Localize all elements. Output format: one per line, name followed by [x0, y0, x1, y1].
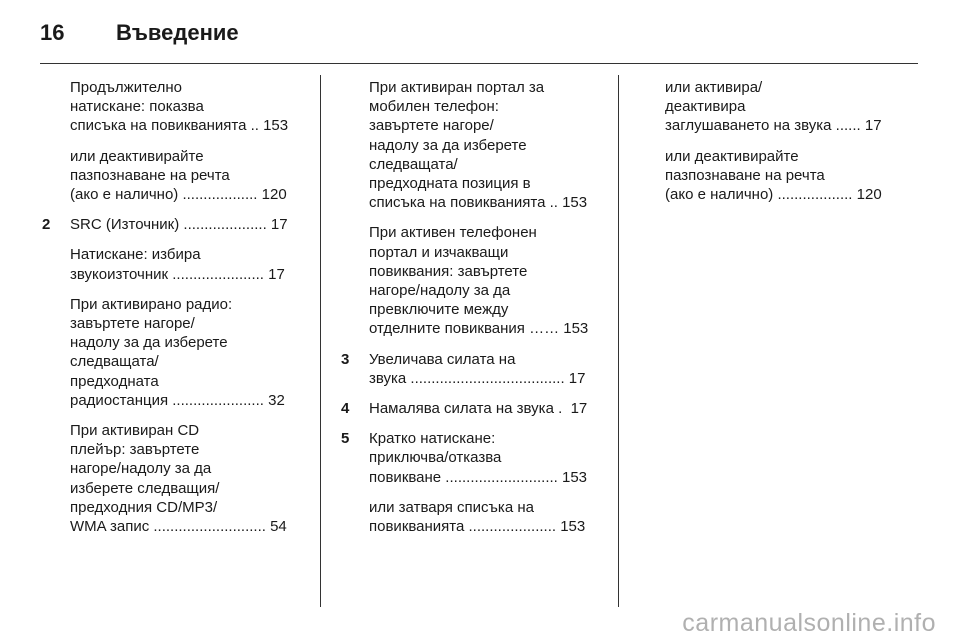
numbered-item [341, 350, 609, 388]
column-divider-1 [320, 75, 321, 607]
item-number: 2 [42, 216, 51, 234]
item-number [42, 78, 70, 136]
item-number [42, 147, 70, 205]
item-number: 4 [341, 400, 350, 418]
item-text: или активира/ деактивира заглушаването на звука ...... 17 [665, 79, 882, 135]
item-text: При активен телефонен портал и изчакващи повиквания: завъртете нагоре/надолу за да превключите между отделните повиквания …… 153 [369, 224, 589, 338]
item-text: При активирано радио: завъртете нагоре/ надолу за да изберете следващата/ предходната радиостанция ...................... 32 [70, 295, 285, 409]
page-header [40, 18, 239, 48]
item-number: 3 [341, 350, 350, 368]
numbered-item [341, 399, 609, 418]
item-text: SRC (Източник) .................... 17 [70, 216, 288, 234]
paragraph [369, 498, 609, 536]
paragraph [70, 78, 310, 136]
paragraph [369, 78, 609, 212]
column-1 [42, 78, 310, 547]
numbered-item [341, 429, 609, 487]
item-number [42, 421, 70, 536]
item-number [341, 498, 369, 536]
numbered-item [42, 215, 310, 234]
item-number [637, 78, 665, 136]
item-text: или деактивирайте пазпознаване на речта (ако е налично) .................. 120 [665, 147, 882, 204]
column-3 [665, 78, 910, 215]
item-text: При активиран портал за мобилен телефон: завъртете нагоре/ надолу за да изберете следващата/ предходната позиция в списъка на повикванията .. 153 [369, 79, 588, 212]
item-text: Увеличава силата на звука ..................................... 17 [369, 350, 586, 387]
item-number [637, 147, 665, 205]
item-text: При активиран CD плейър: завъртете нагоре/надолу за да изберете следващия/ предходния CD/MP3/ WMA запис ........................... 54 [70, 422, 287, 536]
paragraph [70, 245, 310, 283]
item-text: Натискане: избира звукоизточник ...................... 17 [70, 246, 285, 283]
item-number: 5 [341, 430, 350, 448]
item-text: Продължително натискане: показва списъка на повикванията .. 153 [70, 79, 289, 135]
item-number [341, 223, 369, 338]
paragraph [369, 223, 609, 338]
item-text: Намалява силата на звука . 17 [369, 400, 588, 418]
column-divider-2 [618, 75, 619, 607]
item-text: или деактивирайте пазпознаване на речта (ако е налично) .................. 120 [70, 147, 287, 204]
paragraph [665, 78, 910, 136]
item-text: Кратко натискане: приключва/отказва повикване ........................... 153 [369, 430, 588, 486]
page-title: Въведение [116, 20, 239, 45]
item-text: или затваря списъка на повикванията ..................... 153 [369, 498, 586, 536]
item-number [42, 245, 70, 283]
item-number [341, 78, 369, 212]
paragraph [70, 147, 310, 205]
page-number: 16 [40, 20, 65, 45]
header-rule [40, 63, 918, 64]
paragraph [665, 147, 910, 205]
item-number [42, 295, 70, 410]
paragraph [70, 295, 310, 410]
column-2 [341, 78, 609, 547]
watermark: carmanualsonline.info [682, 609, 936, 637]
paragraph [70, 421, 310, 536]
